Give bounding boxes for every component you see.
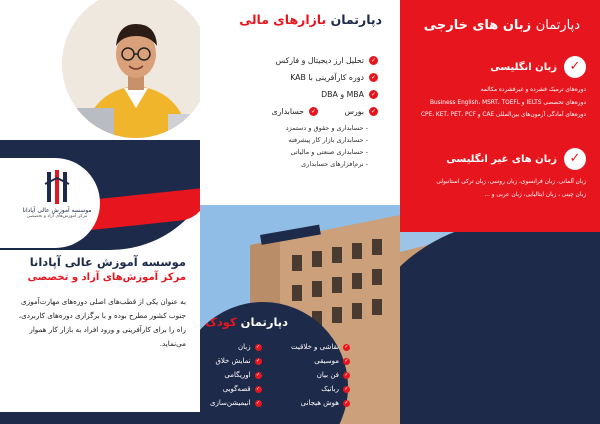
check-icon: ✓: [370, 57, 377, 64]
check-circle-icon: ✓: [564, 56, 586, 78]
check-icon: ✓: [370, 74, 377, 81]
list-item: - نرم‌افزارهای حسابداری: [301, 160, 368, 168]
check-icon: ✓: [256, 371, 261, 378]
finance-dept-title: [239, 12, 382, 27]
check-icon: ✓: [344, 357, 349, 364]
list-item: ✓ MBA و DBA: [321, 90, 377, 99]
list-item: ✓ دوره کارآفرینی با KAB: [290, 73, 377, 82]
list-item: ✓ هوش هیجانی: [300, 399, 349, 407]
right-panel: [400, 0, 600, 424]
kids-course-list: [210, 340, 350, 410]
kids-column-2: [210, 340, 262, 410]
check-icon: ✓: [310, 108, 317, 115]
org-title: موسسه آموزش عالی آپادانا: [29, 255, 186, 269]
list-item: ✓ زبان: [238, 343, 261, 351]
finance-title-accent: بازارهای مالی: [239, 12, 327, 27]
english-heading: [490, 56, 586, 78]
check-icon: ✓: [344, 343, 349, 350]
list-item: ✓ نقاشی و خلاقیت: [291, 343, 349, 351]
english-label: زبان انگلیسی: [490, 61, 557, 73]
list-item: ✓ انیمیشن‌سازی: [210, 399, 261, 407]
non-english-description: [410, 176, 586, 201]
list-item: ✓ موسیقی: [314, 357, 349, 365]
institute-logo: [20, 170, 94, 219]
list-item: دوره‌های تخصصی IELTS و Business English، MSRT، TOEFL: [430, 99, 586, 106]
language-title-main: زبان های خارجی: [423, 18, 532, 33]
list-item: - حسابداری و حقوق و دستمزد: [285, 124, 368, 132]
non-english-heading: [446, 148, 586, 170]
list-item: ✓ تحلیل ارز دیجیتال و فارکس: [275, 56, 377, 65]
check-icon: ✓: [256, 343, 261, 350]
list-item: - حسابداری صنعتی و مالیاتی: [290, 148, 368, 156]
check-icon: ✓: [256, 399, 261, 406]
check-icon: ✓: [370, 108, 377, 115]
list-item: زبان چینی ، زبان ایتالیایی، زبان عربی و ...: [484, 191, 586, 198]
logo-mark-icon: [43, 170, 71, 204]
student-photo: [62, 0, 200, 138]
check-icon: ✓: [256, 385, 261, 392]
list-item: دوره‌های ترمیک فشرده و غیرفشرده مکالمه: [480, 87, 586, 93]
finance-course-list: [218, 52, 378, 120]
english-description: [410, 84, 586, 122]
language-dept-title: [424, 18, 580, 33]
check-icon: ✓: [344, 385, 349, 392]
logo-name: موسسه آموزش عالی آپادانا: [22, 207, 92, 214]
logo-subtitle: مرکز آموزش‌های آزاد و تخصصی: [26, 214, 88, 219]
check-icon: ✓: [370, 91, 377, 98]
org-description: به عنوان یکی از قطب‌های اصلی دوره‌های مهارت‌آموزی جنوب کشور مطرح بوده و با برگزاری دوره‌های کاربردی، راه را برای کارآفرینی و ورود افراد به بازار کار هموار می‌نماید.: [18, 297, 186, 348]
list-item: دوره‌های آمادگی آزمون‌های بین‌المللی CAE و CPE، KET، PET، PCF: [420, 112, 586, 118]
kids-column-1: [291, 340, 350, 410]
navy-curve: [400, 218, 600, 424]
kids-title-prefix: دپارتمان: [240, 315, 288, 329]
check-circle-icon: ✓: [564, 148, 586, 170]
kids-dept-title: [205, 315, 288, 329]
list-item: ✓ قصه‌گویی: [222, 385, 261, 393]
list-item: ✓ اوریگامی: [224, 371, 261, 379]
org-subtitle: مرکز آموزش‌های آزاد و تخصصی: [27, 272, 186, 283]
non-english-label: زبان های غیر انگلیسی: [446, 153, 557, 165]
list-item: - حسابداری بازار کار پیشرفته: [288, 136, 368, 144]
list-item: [218, 86, 326, 103]
check-icon: ✓: [344, 399, 349, 406]
language-title-prefix: دپارتمان: [535, 18, 580, 33]
kids-title-accent: کودک: [205, 315, 237, 329]
list-item: ✓ نمایش خلاق: [215, 357, 261, 365]
accounting-sub-list: [238, 124, 368, 172]
list-item: ✓ رباتیک: [321, 385, 349, 393]
list-item: زبان آلمانی، زبان فرانسوی، زبان روسی، زبان ترکی استانبولی: [436, 179, 586, 185]
check-icon: ✓: [344, 371, 349, 378]
check-icon: ✓: [256, 357, 261, 364]
left-panel: [0, 0, 200, 424]
list-item: ✓ حسابداری: [271, 107, 317, 116]
bottom-bar: [0, 412, 200, 424]
finance-title-prefix: دپارتمان: [330, 12, 382, 27]
middle-panel: [200, 0, 400, 424]
list-item: ✓ فن بیان: [316, 371, 349, 379]
list-item: ✓ بورس: [344, 107, 377, 116]
